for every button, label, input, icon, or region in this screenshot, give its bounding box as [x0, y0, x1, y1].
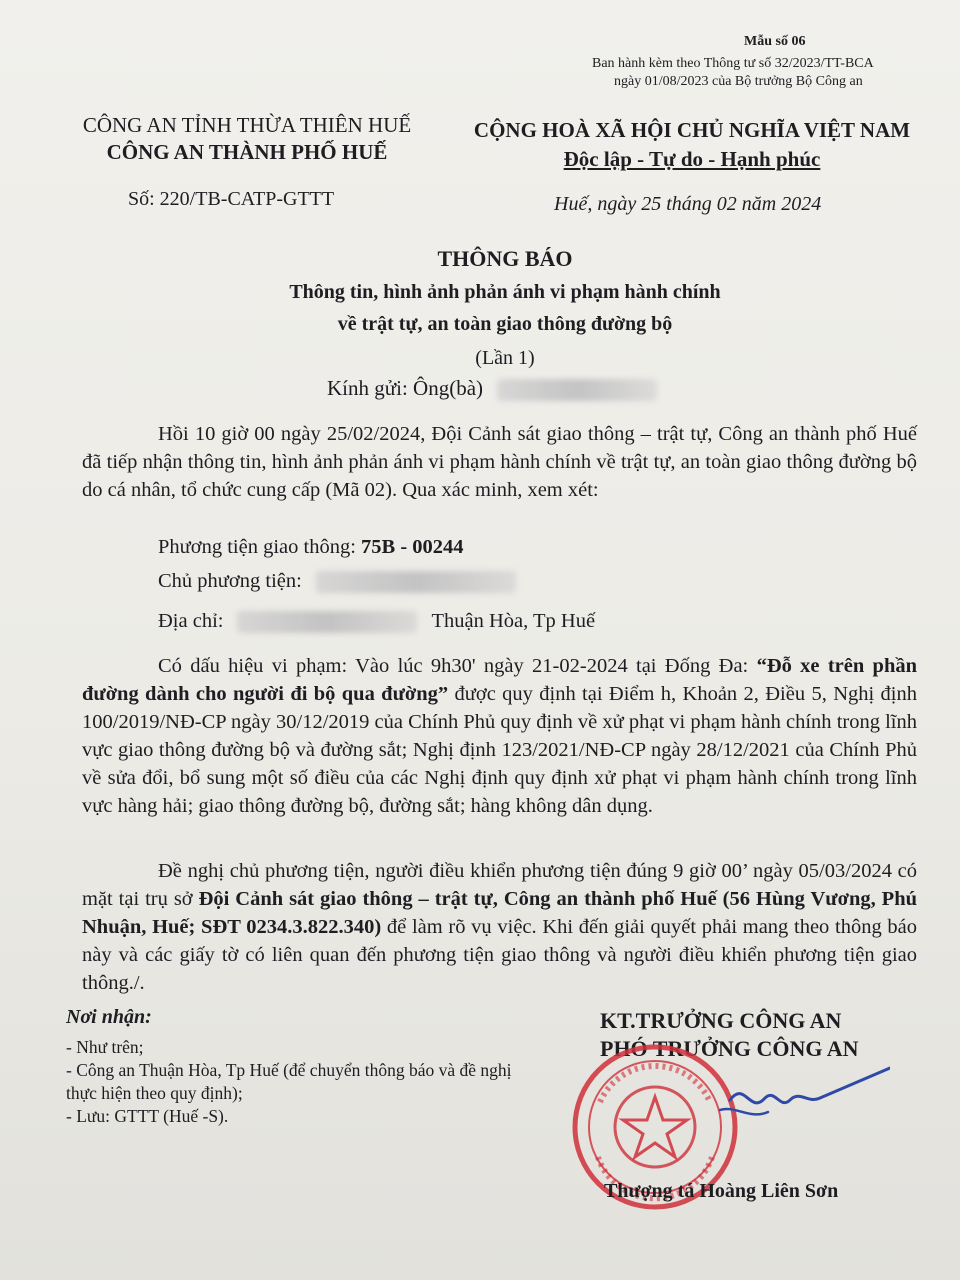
- vehicle-plate: 75B - 00244: [361, 536, 464, 558]
- signature-title-1: KT.TRƯỞNG CÔNG AN: [600, 1008, 842, 1033]
- recipient-item: - Lưu: GTTT (Huế -S).: [66, 1106, 229, 1126]
- paragraph-intro: Hồi 10 giờ 00 ngày 25/02/2024, Đội Cảnh sát giao thông – trật tự, Công an thành phố Huế đã tiếp nhận thông tin, hình ảnh phản ánh vi phạm hành chính về trật tự, an toàn giao thông đường bộ do cá nhân, tổ chức cung cấp (Mã 02). Qua xác minh, xem xét:: [82, 423, 917, 501]
- issuance-line-2: ngày 01/08/2023 của Bộ trưởng Bộ Công an: [614, 74, 863, 89]
- violation-intro: Có dấu hiệu vi phạm: Vào lúc 9h30' ngày 21-02-2024 tại Đống Đa:: [158, 655, 757, 677]
- recipients-list: [66, 1036, 526, 1128]
- recipient-item: - Như trên;: [66, 1037, 144, 1057]
- address-line: [158, 610, 595, 633]
- address-label: Địa chỉ:: [158, 610, 224, 632]
- document-subtitle-2: về trật tự, an toàn giao thông đường bộ: [337, 313, 673, 335]
- agency-parent: CÔNG AN TỈNH THỪA THIÊN HUẾ: [82, 113, 412, 137]
- recipient-label: Kính gửi: Ông(bà): [327, 376, 484, 400]
- signature-title-2: PHÓ TRƯỞNG CÔNG AN: [600, 1036, 859, 1061]
- recipients-label: Nơi nhận:: [66, 1006, 152, 1028]
- document-title: THÔNG BÁO: [437, 246, 573, 271]
- agency-name: CÔNG AN THÀNH PHỐ HUẾ: [106, 140, 388, 164]
- request-office: Đội Cảnh sát giao thông – trật tự, Công an thành phố Huế (56 Hùng Vương, Phú Nhuận, Huế; SĐT 0234.3.822.340): [82, 888, 917, 938]
- signer-name: Thượng tá Hoàng Liên Sơn: [604, 1180, 839, 1202]
- redacted-name: [497, 379, 657, 401]
- document-number: Số: 220/TB-CATP-GTTT: [128, 188, 335, 210]
- issuance-line-1: Ban hành kèm theo Thông tư số 32/2023/TT-BCA: [592, 56, 874, 71]
- nation-name: CỘNG HOÀ XÃ HỘI CHỦ NGHĨA VIỆT NAM: [473, 118, 911, 142]
- national-motto: Độc lập - Tự do - Hạnh phúc: [563, 147, 821, 171]
- request-intro: Đề nghị chủ phương tiện, người điều khiển phương tiện đúng 9 giờ 00’ ngày 05/03/2024 có mặt tại trụ sở: [82, 860, 917, 910]
- vehicle-line: [158, 536, 464, 559]
- recipient-item: - Công an Thuận Hòa, Tp Huế (để chuyển thông báo và đề nghị thực hiện theo quy định);: [66, 1060, 512, 1103]
- paragraph-request: [82, 857, 917, 997]
- redacted-owner: [316, 571, 516, 593]
- redacted-address: [237, 611, 417, 633]
- request-rest: để làm rõ vụ việc. Khi đến giải quyết phải mang theo thông báo này và các giấy tờ có liên quan đến phương tiện giao thông và người điều khiển phương tiện giao thông./.: [82, 916, 917, 994]
- violation-legal-basis: được quy định tại Điểm h, Khoản 2, Điều 5, Nghị định 100/2019/NĐ-CP ngày 30/12/2019 của Chính Phủ quy định về xử phạt vi phạm hành chính trong lĩnh vực giao thông đường bộ và đường sắt; Nghị định 123/2021/NĐ-CP ngày 28/12/2021 của Chính Phủ về sửa đổi, bổ sung một số điều của các Nghị định quy định xử phạt vi phạm hành chính trong lĩnh vực hàng hải; giao thông đường bộ, đường sắt; hàng không dân dụng.: [82, 683, 917, 817]
- notice-count: (Lần 1): [475, 347, 535, 369]
- recipient-line: [327, 376, 657, 401]
- paragraph-violation: [82, 652, 917, 820]
- owner-line: [158, 570, 516, 593]
- vehicle-label: Phương tiện giao thông:: [158, 536, 362, 558]
- agency-header: [62, 112, 432, 166]
- form-issuance-note: [592, 55, 874, 91]
- document-subtitle-1: Thông tin, hình ảnh phản ánh vi phạm hành chính: [289, 281, 721, 303]
- place-date: Huế, ngày 25 tháng 02 năm 2024: [554, 193, 822, 215]
- violation-description: “Đỗ xe trên phần đường dành cho người đi bộ qua đường”: [82, 655, 917, 705]
- address-value: Thuận Hòa, Tp Huế: [431, 610, 596, 632]
- owner-label: Chủ phương tiện:: [158, 570, 302, 592]
- handwritten-signature-icon: [690, 1060, 890, 1130]
- national-header: [462, 116, 922, 174]
- form-number: Mẫu số 06: [744, 34, 806, 49]
